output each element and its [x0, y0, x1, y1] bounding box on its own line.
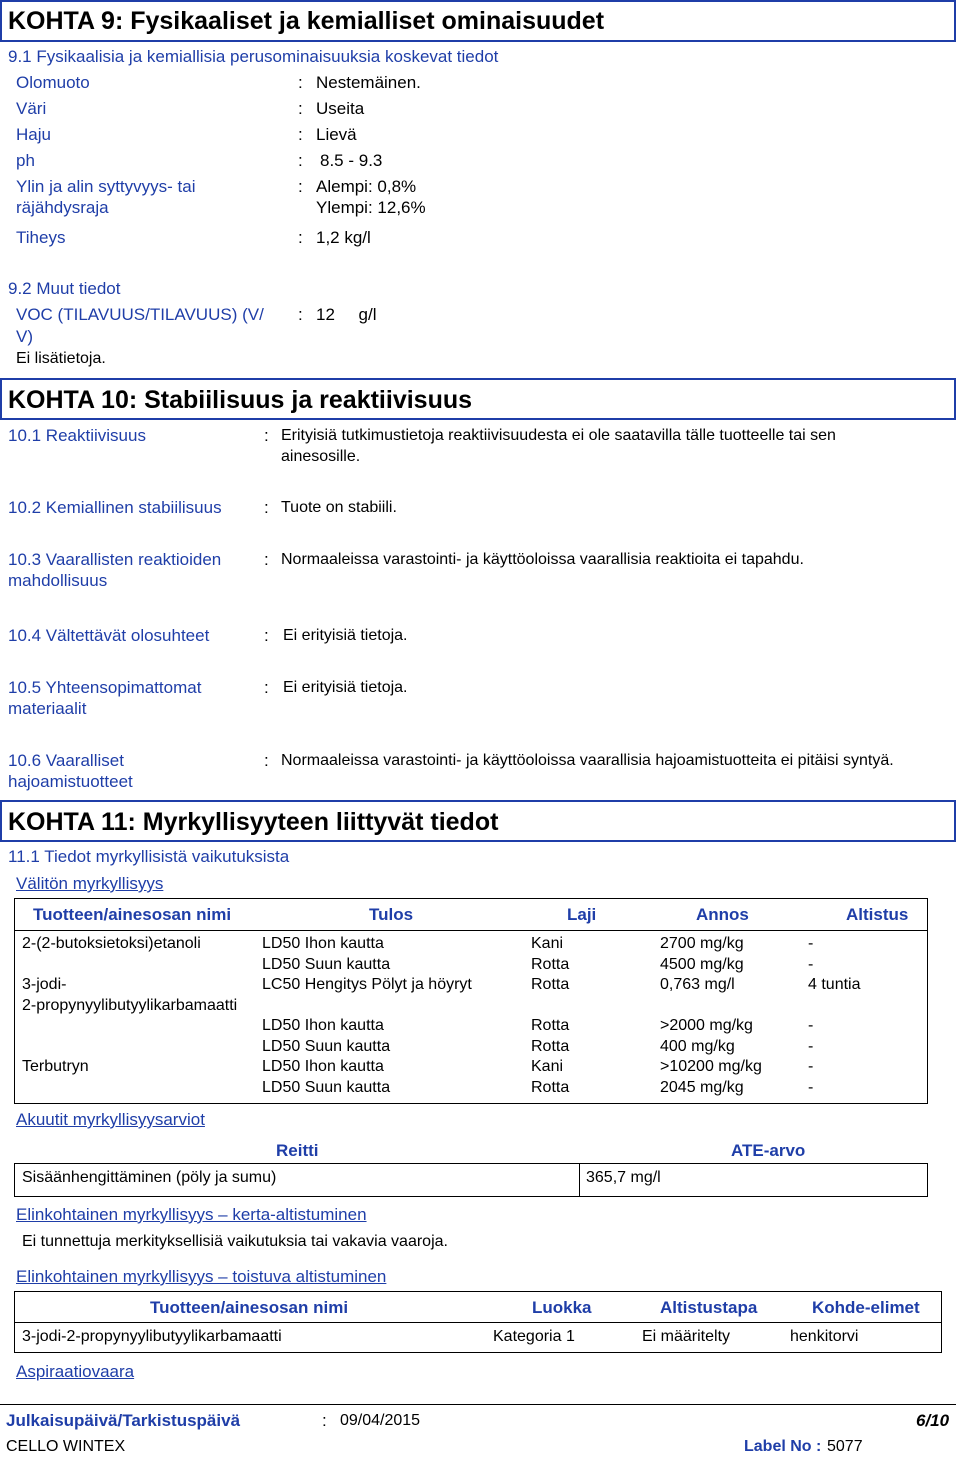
prop-value-ph: 8.5 - 9.3 [320, 151, 383, 170]
prop-value-voc: 12 g/l [316, 305, 377, 324]
prop-label-flammability: Ylin ja alin syttyvyys- tai [16, 177, 196, 196]
acute-cell-name: 3-jodi- [22, 976, 67, 993]
acute-cell-species: Kani [531, 1058, 564, 1075]
stot-single-text: Ei tunnettuja merkityksellisiä vaikutuksia tai vakavia vaaroja. [22, 1233, 448, 1250]
section-10-title: KOHTA 10: Stabiilisuus ja reaktiivisuus [8, 386, 473, 414]
acute-cell-result: LC50 Hengitys Pölyt ja höyryt [262, 976, 472, 993]
colon: : [264, 678, 269, 697]
colon: : [264, 550, 269, 569]
section-11-header [0, 800, 956, 842]
acute-cell-species: Rotta [531, 1079, 570, 1096]
stot-cell-category: Kategoria 1 [493, 1328, 575, 1345]
section-9-header [0, 0, 956, 42]
prop-label-olomuoto: Olomuoto [16, 73, 90, 92]
colon: : [298, 228, 303, 247]
prop-value-tiheys: 1,2 kg/l [316, 228, 371, 247]
section-10-header [0, 378, 956, 420]
acute-table-header-divider [14, 930, 928, 931]
acute-cell-exposure: - [808, 1058, 814, 1075]
section-9-title: KOHTA 9: Fysikaaliset ja kemialliset ominaisuudet [8, 7, 605, 35]
colon: : [298, 73, 303, 92]
acute-header-species: Laji [567, 905, 597, 924]
s10-value-reactivity: Erityisiä tutkimustietoja reaktiivisuudesta ei ole saatavilla tälle tuotteelle tai sen [281, 427, 836, 444]
no-info-text: Ei lisätietoja. [16, 350, 106, 367]
prop-value-vari: Useita [316, 99, 365, 118]
acute-cell-dose: 4500 mg/kg [660, 956, 744, 973]
prop-value-flammability-upper: Ylempi: 12,6% [316, 198, 426, 217]
prop-value-flammability-lower: Alempi: 0,8% [316, 177, 417, 196]
ate-header-route: Reitti [276, 1141, 319, 1160]
s10-label-incompatible-2: materiaalit [8, 699, 87, 718]
acute-cell-exposure: - [808, 1079, 814, 1096]
footer-label-no-label: Label No : [744, 1438, 822, 1455]
acute-cell-name: 2-(2-butoksietoksi)etanoli [22, 935, 201, 952]
stot-single-heading: Elinkohtainen myrkyllisyys – kerta-altistuminen [16, 1205, 367, 1224]
prop-label-tiheys: Tiheys [16, 228, 66, 247]
s10-value-decomposition: Normaaleissa varastointi- ja käyttöoloissa vaarallisia hajoamistuotteita ei pitäisi syntyä. [281, 752, 894, 769]
s10-label-stability: 10.2 Kemiallinen stabiilisuus [8, 498, 222, 517]
stot-cell-target: henkitorvi [790, 1328, 859, 1345]
s10-value-hazardous-reactions: Normaaleissa varastointi- ja käyttöoloissa vaarallisia reaktioita ei tapahdu. [281, 551, 804, 568]
stot-header-target: Kohde-elimet [812, 1298, 920, 1317]
stot-repeat-heading: Elinkohtainen myrkyllisyys – toistuva altistuminen [16, 1267, 387, 1286]
colon: : [298, 99, 303, 118]
acute-cell-dose: >10200 mg/kg [660, 1058, 762, 1075]
acute-cell-species: Kani [531, 935, 564, 952]
acute-cell-result: LD50 Suun kautta [262, 1079, 391, 1096]
ate-heading: Akuutit myrkyllisyysarviot [16, 1110, 205, 1129]
s10-label-decomposition: 10.6 Vaaralliset [8, 751, 124, 770]
s10-label-reactivity: 10.1 Reaktiivisuus [8, 426, 146, 445]
footer-product-name: CELLO WINTEX [6, 1438, 126, 1455]
colon: : [298, 151, 303, 170]
prop-label-ph: ph [16, 151, 35, 170]
s10-value-stability: Tuote on stabiili. [281, 499, 397, 516]
acute-header-exposure: Altistus [846, 905, 909, 924]
s10-label-hazardous-reactions-2: mahdollisuus [8, 571, 108, 590]
prop-label-voc: VOC (TILAVUUS/TILAVUUS) (V/ [16, 305, 264, 324]
ate-header-value: ATE-arvo [731, 1141, 806, 1160]
acute-cell-species: Rotta [531, 976, 570, 993]
acute-cell-exposure: - [808, 1017, 814, 1034]
stot-header-category: Luokka [532, 1298, 592, 1317]
aspiration-heading: Aspiraatiovaara [16, 1362, 135, 1381]
acute-cell-name: Terbutryn [22, 1058, 89, 1075]
s10-label-decomposition-2: hajoamistuotteet [8, 772, 133, 791]
acute-header-name: Tuotteen/ainesosan nimi [33, 905, 232, 924]
s10-value-incompatible: Ei erityisiä tietoja. [283, 679, 408, 696]
s10-label-hazardous-reactions: 10.3 Vaarallisten reaktioiden [8, 550, 222, 569]
acute-cell-result: LD50 Ihon kautta [262, 935, 384, 952]
footer-label-no-value: 5077 [827, 1438, 863, 1455]
ate-cell-value: 365,7 mg/l [586, 1169, 661, 1186]
acute-cell-result: LD50 Suun kautta [262, 1038, 391, 1055]
acute-header-dose: Annos [696, 905, 749, 924]
prop-label-flammability-2: räjähdysraja [16, 198, 109, 217]
acute-toxicity-heading: Välitön myrkyllisyys [16, 874, 164, 893]
ate-col-divider [579, 1163, 580, 1197]
acute-cell-dose: >2000 mg/kg [660, 1017, 753, 1034]
acute-cell-species: Rotta [531, 956, 570, 973]
acute-cell-species: Rotta [531, 1038, 570, 1055]
colon: : [264, 626, 269, 645]
acute-header-result: Tulos [369, 905, 414, 924]
colon: : [264, 426, 269, 445]
acute-cell-result: LD50 Ihon kautta [262, 1017, 384, 1034]
stot-header-route: Altistustapa [660, 1298, 758, 1317]
footer-date-value: 09/04/2015 [340, 1412, 421, 1429]
acute-cell-exposure: - [808, 935, 814, 952]
acute-cell-dose: 0,763 mg/l [660, 976, 735, 993]
section-11-title: KOHTA 11: Myrkyllisyyteen liittyvät tiedot [8, 808, 499, 836]
s10-value-conditions: Ei erityisiä tietoja. [283, 627, 408, 644]
subsection-9-2-title: 9.2 Muut tiedot [8, 279, 121, 298]
acute-cell-dose: 2045 mg/kg [660, 1079, 744, 1096]
acute-cell-result: LD50 Suun kautta [262, 956, 391, 973]
subsection-11-1-title: 11.1 Tiedot myrkyllisistä vaikutuksista [8, 847, 290, 866]
subsection-9-1-title: 9.1 Fysikaalisia ja kemiallisia perusominaisuuksia koskevat tiedot [8, 47, 499, 66]
prop-label-voc-2: V) [16, 327, 33, 346]
prop-label-haju: Haju [16, 125, 51, 144]
footer-date-label: Julkaisupäivä/Tarkistuspäivä [6, 1411, 241, 1430]
colon: : [264, 751, 269, 770]
stot-cell-name: 3-jodi-2-propynyylibutyylikarbamaatti [22, 1328, 282, 1345]
acute-cell-name-2: 2-propynyylibutyylikarbamaatti [22, 997, 238, 1014]
acute-cell-dose: 2700 mg/kg [660, 935, 744, 952]
acute-cell-exposure: - [808, 956, 814, 973]
colon: : [298, 305, 303, 324]
s10-value-reactivity-2: ainesosille. [281, 448, 361, 465]
acute-cell-exposure: - [808, 1038, 814, 1055]
colon: : [264, 498, 269, 517]
colon: : [298, 177, 303, 196]
stot-header-name: Tuotteen/ainesosan nimi [150, 1298, 349, 1317]
acute-cell-dose: 400 mg/kg [660, 1038, 735, 1055]
colon: : [322, 1411, 327, 1430]
acute-cell-exposure: 4 tuntia [808, 976, 861, 993]
prop-label-vari: Väri [16, 99, 47, 118]
ate-cell-route: Sisäänhengittäminen (pöly ja sumu) [22, 1169, 277, 1186]
s10-label-incompatible: 10.5 Yhteensopimattomat [8, 678, 202, 697]
colon: : [298, 125, 303, 144]
prop-value-olomuoto: Nestemäinen. [316, 73, 421, 92]
footer-divider [0, 1404, 956, 1405]
acute-cell-species: Rotta [531, 1017, 570, 1034]
footer-page-number: 6/10 [916, 1411, 950, 1430]
stot-cell-route: Ei määritelty [642, 1328, 731, 1345]
prop-value-haju: Lievä [316, 125, 357, 144]
acute-cell-result: LD50 Ihon kautta [262, 1058, 384, 1075]
s10-label-conditions: 10.4 Vältettävät olosuhteet [8, 626, 210, 645]
stot-table-header-divider [14, 1322, 942, 1323]
